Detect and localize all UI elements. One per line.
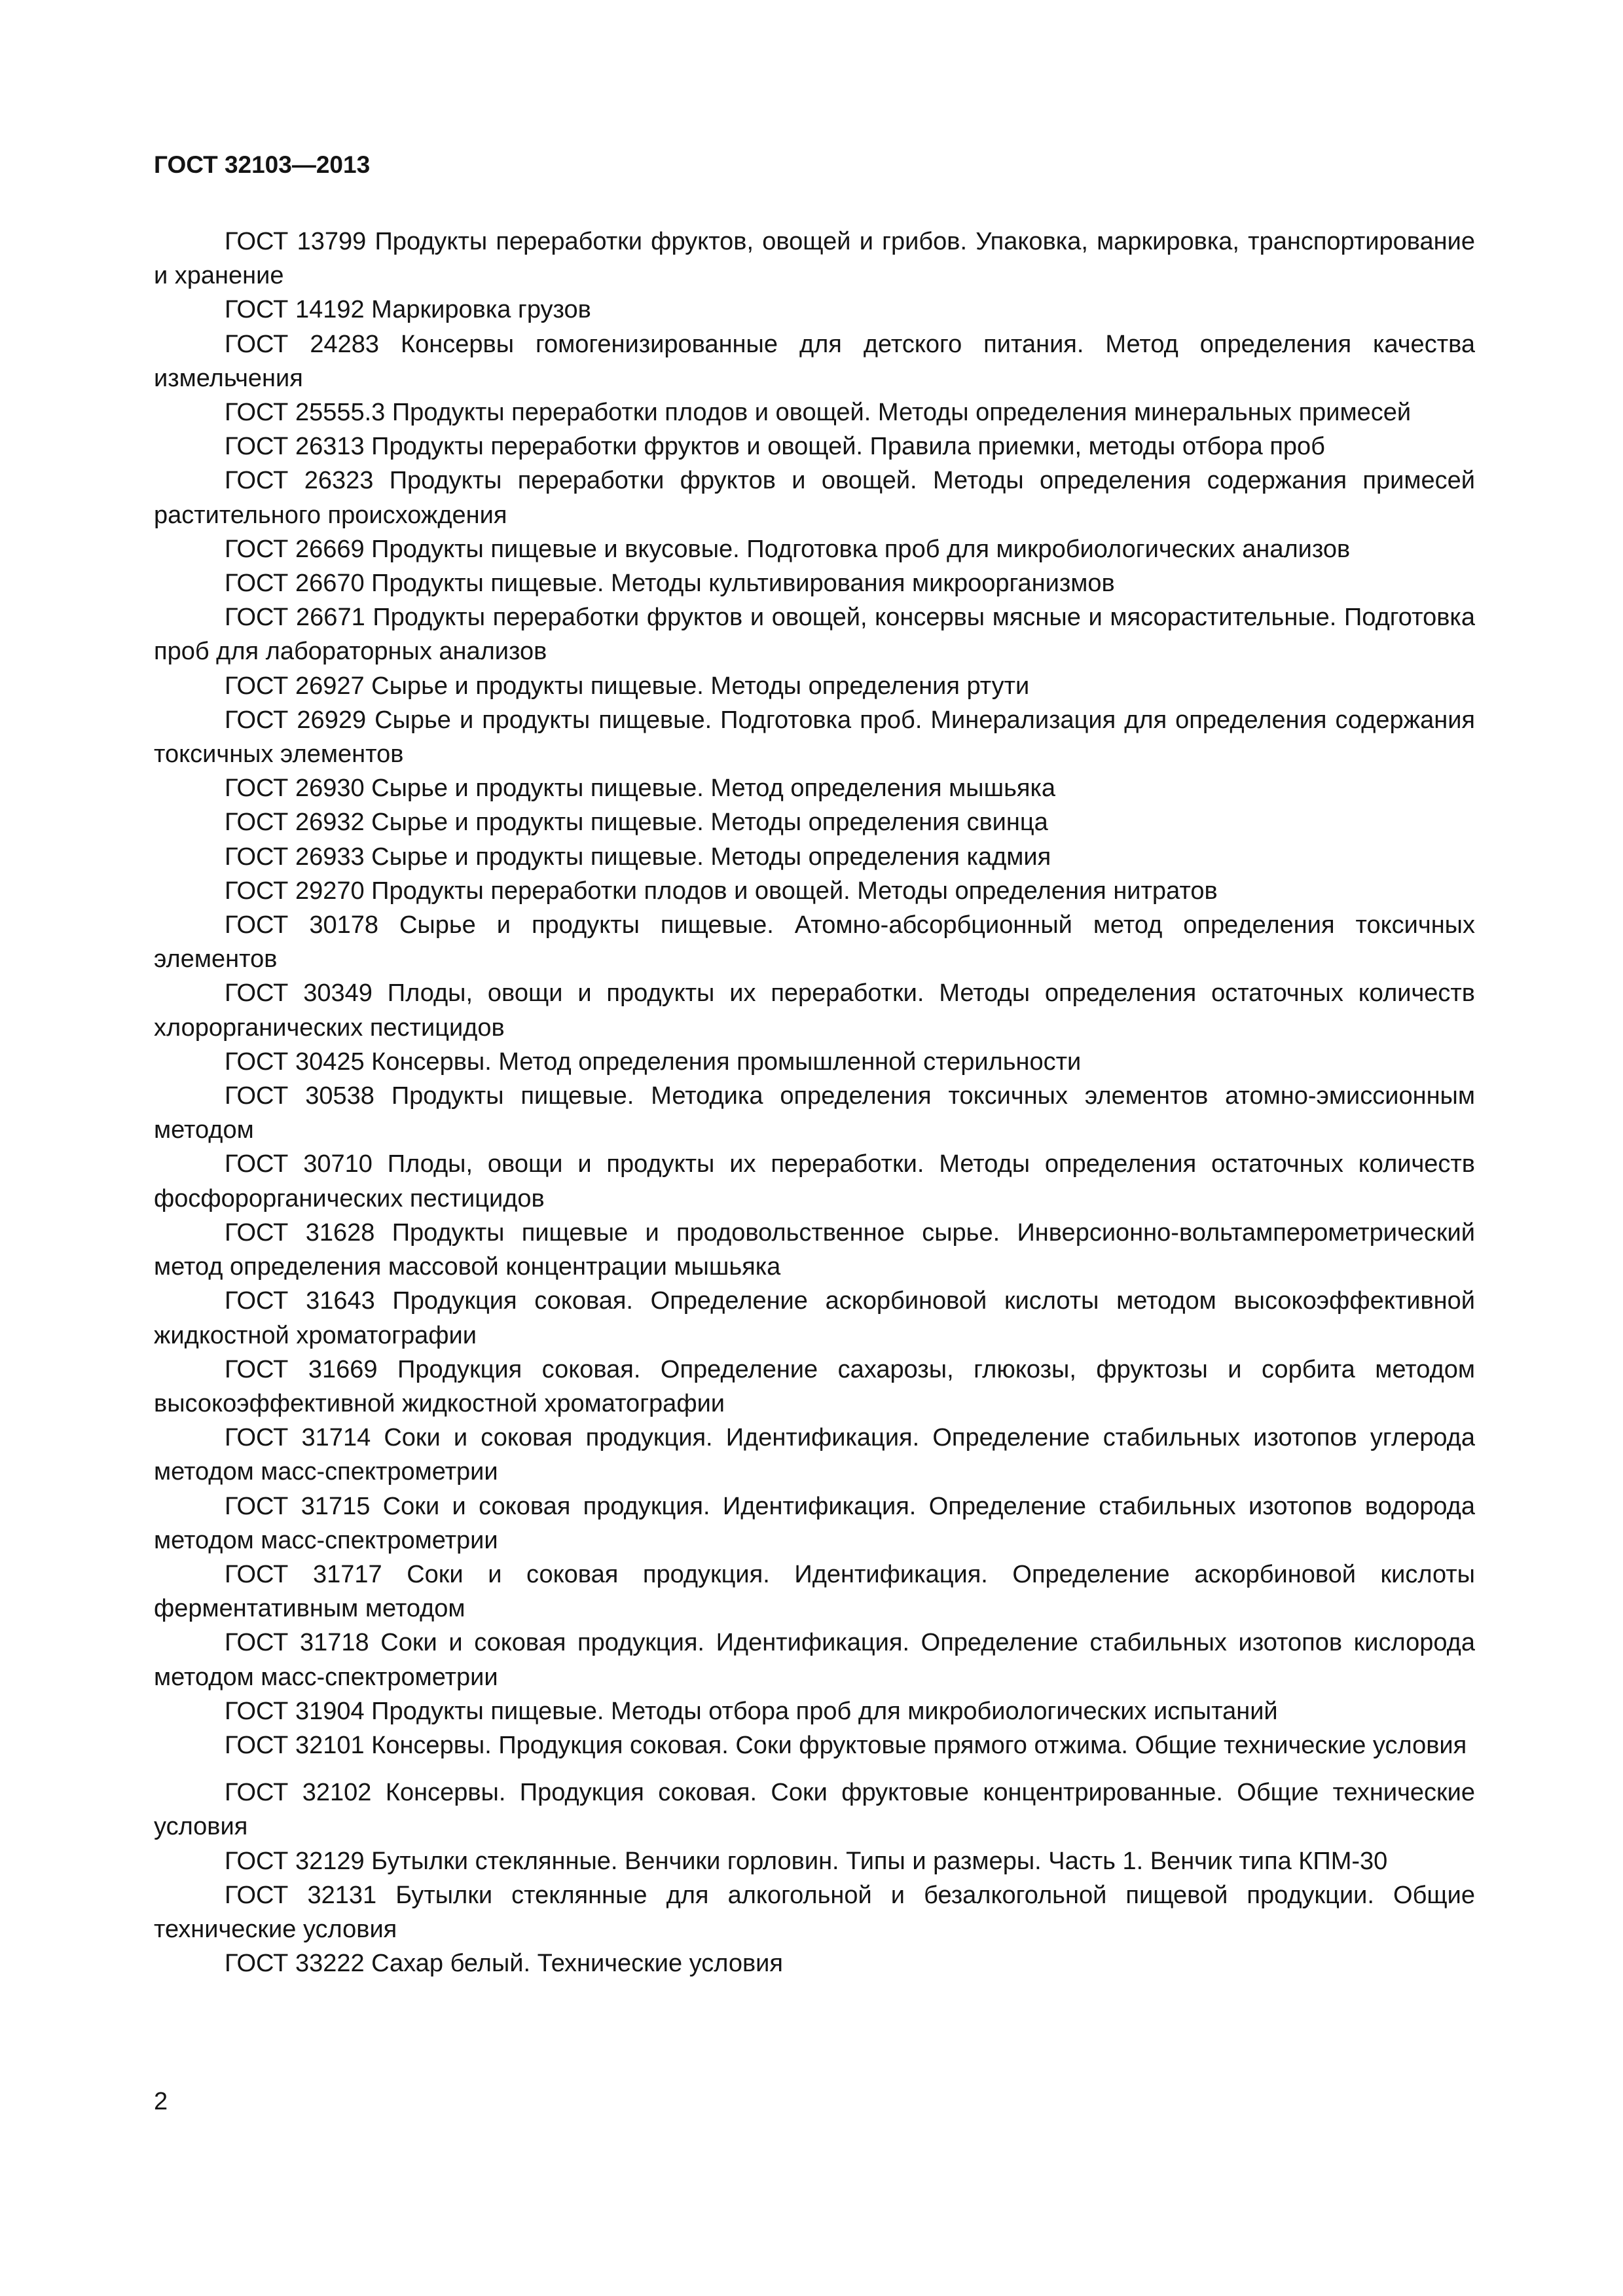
reference-item: ГОСТ 26671 Продукты переработки фруктов и овощей, консервы мясные и мясорастительные. Подготовка проб для лабораторных анализов [154,604,1475,666]
reference-item: ГОСТ 30178 Сырье и продукты пищевые. Атомно-абсорбционный метод определения токсичных элементов [154,911,1475,974]
reference-item: ГОСТ 30349 Плоды, овощи и продукты их переработки. Методы определения остаточных количеств хлорорганических пестицидов [154,979,1475,1042]
reference-item: ГОСТ 26313 Продукты переработки фруктов и овощей. Правила приемки, методы отбора проб [225,433,1325,461]
normative-references-list [154,225,1475,1980]
reference-item: ГОСТ 26930 Сырье и продукты пищевые. Метод определения мышьяка [225,774,1056,803]
reference-item: ГОСТ 32131 Бутылки стеклянные для алкогольной и безалкогольной пищевой продукции. Общие технические условия [154,1881,1475,1943]
reference-item: ГОСТ 32129 Бутылки стеклянные. Венчики горловин. Типы и размеры. Часть 1. Венчик типа КПМ-30 [225,1847,1388,1875]
document-header: ГОСТ 32103—2013 [154,151,371,178]
reference-item: ГОСТ 31717 Соки и соковая продукция. Идентификация. Определение аскорбиновой кислоты ферментативным методом [154,1560,1475,1623]
reference-item: ГОСТ 26670 Продукты пищевые. Методы культивирования микроорганизмов [225,570,1115,598]
reference-item: ГОСТ 30538 Продукты пищевые. Методика определения токсичных элементов атомно-эмиссионным методом [154,1082,1475,1144]
reference-item: ГОСТ 31904 Продукты пищевые. Методы отбора проб для микробиологических испытаний [225,1697,1278,1725]
reference-item: ГОСТ 25555.3 Продукты переработки плодов и овощей. Методы определения минеральных примесей [225,399,1412,427]
reference-item: ГОСТ 29270 Продукты переработки плодов и овощей. Методы определения нитратов [225,877,1218,905]
reference-item: ГОСТ 31718 Соки и соковая продукция. Идентификация. Определение стабильных изотопов кислорода методом масс-спектрометрии [154,1629,1475,1691]
reference-item: ГОСТ 31715 Соки и соковая продукция. Идентификация. Определение стабильных изотопов водорода методом масс-спектрометрии [154,1492,1475,1554]
reference-item: ГОСТ 26927 Сырье и продукты пищевые. Методы определения ртути [225,672,1030,700]
reference-item: ГОСТ 26323 Продукты переработки фруктов и овощей. Методы определения содержания примесей растительного происхождения [154,467,1475,529]
reference-item: ГОСТ 33222 Сахар белый. Технические условия [225,1950,783,1978]
reference-item: ГОСТ 14192 Маркировка грузов [225,296,591,324]
reference-item: ГОСТ 31714 Соки и соковая продукция. Идентификация. Определение стабильных изотопов углерода методом масс-спектрометрии [154,1424,1475,1486]
reference-item: ГОСТ 32102 Консервы. Продукция соковая. Соки фруктовые концентрированные. Общие технические условия [154,1779,1475,1841]
page-number: 2 [154,2088,168,2115]
reference-item: ГОСТ 24283 Консервы гомогенизированные для детского питания. Метод определения качества измельчения [154,330,1475,392]
reference-item: ГОСТ 31643 Продукция соковая. Определение аскорбиновой кислоты методом высокоэффективной жидкостной хроматографии [154,1287,1475,1349]
reference-item: ГОСТ 31628 Продукты пищевые и продовольственное сырье. Инверсионно-вольтамперометрический метод определения массовой концентрации мышьяка [154,1218,1475,1281]
reference-item: ГОСТ 13799 Продукты переработки фруктов, овощей и грибов. Упаковка, маркировка, транспортирование и хранение [154,228,1475,290]
reference-item: ГОСТ 26932 Сырье и продукты пищевые. Методы определения свинца [225,809,1048,837]
reference-item: ГОСТ 32101 Консервы. Продукция соковая. Соки фруктовые прямого отжима. Общие технические условия [225,1731,1467,1759]
reference-item: ГОСТ 26669 Продукты пищевые и вкусовые. Подготовка проб для микробиологических анализов [225,535,1351,563]
reference-item: ГОСТ 31669 Продукция соковая. Определение сахарозы, глюкозы, фруктозы и сорбита методом высокоэффективной жидкостной хроматографии [154,1355,1475,1417]
reference-item: ГОСТ 30710 Плоды, овощи и продукты их переработки. Методы определения остаточных количеств фосфорорганических пестицидов [154,1150,1475,1212]
reference-item: ГОСТ 30425 Консервы. Метод определения промышленной стерильности [225,1048,1082,1076]
reference-item: ГОСТ 26933 Сырье и продукты пищевые. Методы определения кадмия [225,843,1051,871]
reference-item: ГОСТ 26929 Сырье и продукты пищевые. Подготовка проб. Минерализация для определения содержания токсичных элементов [154,706,1475,769]
